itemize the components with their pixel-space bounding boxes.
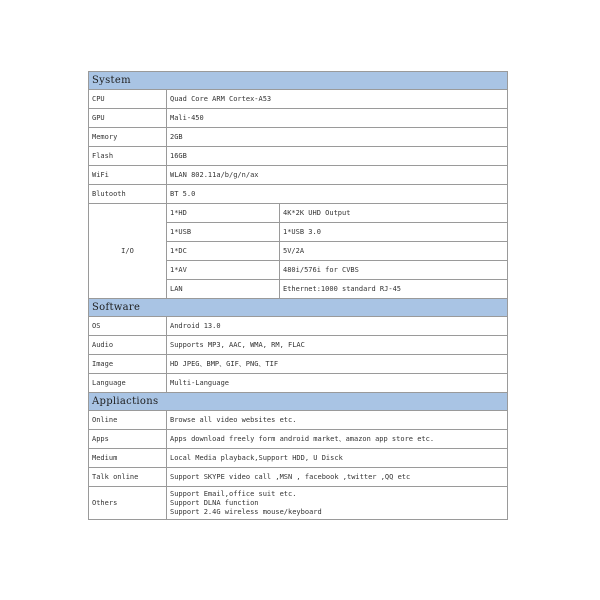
spec-label: Talk online xyxy=(89,468,167,487)
spec-label: OS xyxy=(89,317,167,336)
spec-label: CPU xyxy=(89,90,167,109)
spec-label: Image xyxy=(89,355,167,374)
spec-value-multiline xyxy=(167,487,508,520)
io-spec: Ethernet:1000 standard RJ-45 xyxy=(280,280,508,299)
others-line: Support 2.4G wireless mouse/keyboard xyxy=(170,507,322,516)
spec-value: WLAN 802.11a/b/g/n/ax xyxy=(167,166,508,185)
spec-label: Medium xyxy=(89,449,167,468)
section-header-software xyxy=(89,299,508,317)
spec-label: GPU xyxy=(89,109,167,128)
spec-value: 16GB xyxy=(167,147,508,166)
section-title-software: Software xyxy=(89,299,508,317)
spec-row-image xyxy=(89,355,508,374)
spec-row-io-hd xyxy=(89,204,508,223)
section-title-applications: Appliactions xyxy=(89,393,508,411)
spec-row-cpu xyxy=(89,90,508,109)
spec-row-os xyxy=(89,317,508,336)
spec-label: Apps xyxy=(89,430,167,449)
io-port: 1*DC xyxy=(167,242,280,261)
spec-row-bluetooth xyxy=(89,185,508,204)
spec-value: Android 13.0 xyxy=(167,317,508,336)
section-header-applications xyxy=(89,393,508,411)
others-line: Support Email,office suit etc. xyxy=(170,489,297,498)
spec-row-audio xyxy=(89,336,508,355)
spec-row-flash xyxy=(89,147,508,166)
io-port: LAN xyxy=(167,280,280,299)
spec-value: 2GB xyxy=(167,128,508,147)
spec-label: Language xyxy=(89,374,167,393)
spec-value: BT 5.0 xyxy=(167,185,508,204)
section-header-system xyxy=(89,72,508,90)
spec-label: WiFi xyxy=(89,166,167,185)
io-spec: 5V/2A xyxy=(280,242,508,261)
spec-value: Multi-Language xyxy=(167,374,508,393)
io-port: 1*USB xyxy=(167,223,280,242)
spec-row-medium xyxy=(89,449,508,468)
spec-row-language xyxy=(89,374,508,393)
spec-value: Browse all video websites etc. xyxy=(167,411,508,430)
spec-row-online xyxy=(89,411,508,430)
spec-label: Audio xyxy=(89,336,167,355)
spec-label: Flash xyxy=(89,147,167,166)
others-line: Support DLNA function xyxy=(170,498,259,507)
io-port: 1*HD xyxy=(167,204,280,223)
spec-label: Blutooth xyxy=(89,185,167,204)
spec-row-others xyxy=(89,487,508,520)
spec-value: Mali-450 xyxy=(167,109,508,128)
spec-value: HD JPEG、BMP、GIF、PNG、TIF xyxy=(167,355,508,374)
spec-value: Local Media playback,Support HDD, U Disck xyxy=(167,449,508,468)
spec-row-gpu xyxy=(89,109,508,128)
io-spec: 480i/576i for CVBS xyxy=(280,261,508,280)
spec-label: Memory xyxy=(89,128,167,147)
section-title-system: System xyxy=(89,72,508,90)
io-spec: 4K*2K UHD Output xyxy=(280,204,508,223)
spec-row-memory xyxy=(89,128,508,147)
spec-value: Quad Core ARM Cortex-A53 xyxy=(167,90,508,109)
spec-label: Others xyxy=(89,487,167,520)
spec-label-io: I/O xyxy=(89,204,167,299)
spec-row-talk-online xyxy=(89,468,508,487)
spec-value: Supports MP3, AAC, WMA, RM, FLAC xyxy=(167,336,508,355)
spec-row-apps xyxy=(89,430,508,449)
io-port: 1*AV xyxy=(167,261,280,280)
spec-value: Support SKYPE video call ,MSN , facebook ,twitter ,QQ etc xyxy=(167,468,508,487)
io-spec: 1*USB 3.0 xyxy=(280,223,508,242)
spec-table xyxy=(88,71,508,520)
spec-value: Apps download freely form android market、amazon app store etc. xyxy=(167,430,508,449)
spec-label: Online xyxy=(89,411,167,430)
spec-row-wifi xyxy=(89,166,508,185)
